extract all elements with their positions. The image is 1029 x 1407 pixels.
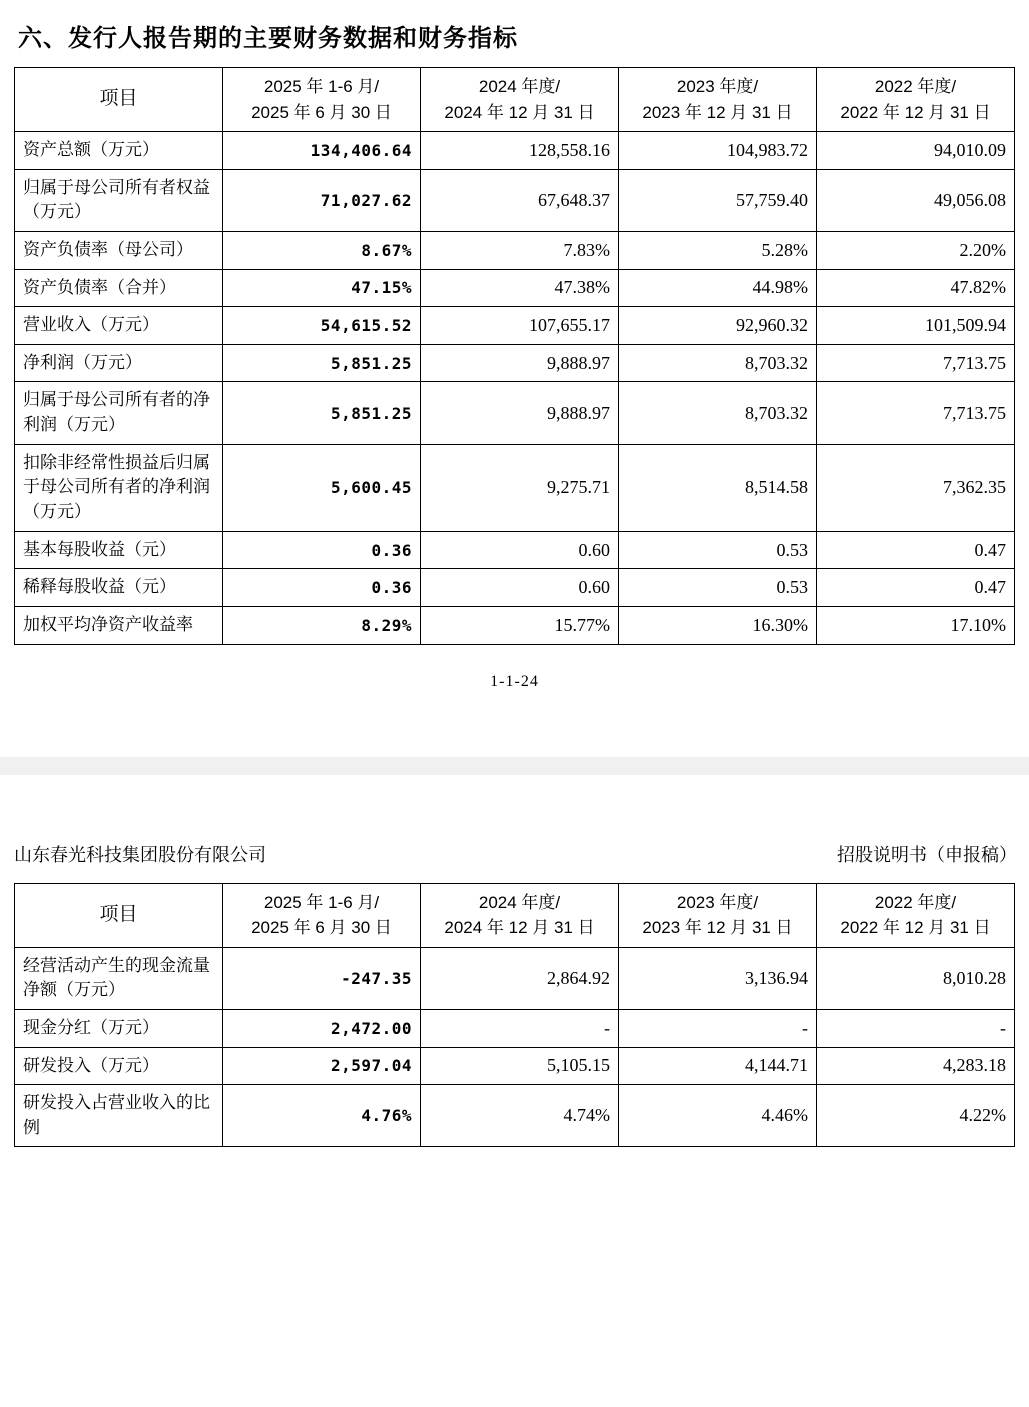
table-row: [15, 444, 1015, 531]
column-header-period-3: [619, 883, 817, 947]
table-row: [15, 169, 1015, 231]
table-row: [15, 606, 1015, 644]
row-value: 2,864.92: [421, 947, 619, 1009]
row-value: 17.10%: [817, 606, 1015, 644]
row-value: 7,362.35: [817, 444, 1015, 531]
running-header-doc-type: 招股说明书（申报稿）: [837, 844, 1017, 865]
column-header-line-1: 2023 年度/: [676, 892, 759, 912]
column-header-period-4: [817, 68, 1015, 132]
column-header-line-2: 2022 年 12 月 31 日: [840, 102, 991, 122]
page-spacer-top: [0, 691, 1029, 757]
table-row: [15, 382, 1015, 444]
column-header-line-2: 2025 年 6 月 30 日: [251, 918, 392, 938]
row-value: 16.30%: [619, 606, 817, 644]
column-header-period-2: [421, 883, 619, 947]
row-label: 资产总额（万元）: [15, 132, 223, 170]
row-value: 8,703.32: [619, 382, 817, 444]
table-row: [15, 1009, 1015, 1047]
row-value: 8.67%: [223, 231, 421, 269]
cashflow-rd-table: [14, 883, 1015, 1148]
row-label: 归属于母公司所有者的净利润（万元）: [15, 382, 223, 444]
row-value: 4.74%: [421, 1085, 619, 1147]
row-value: 5.28%: [619, 231, 817, 269]
table-row: [15, 947, 1015, 1009]
column-header-line-2: 2024 年 12 月 31 日: [444, 918, 595, 938]
table-row: [15, 1085, 1015, 1147]
row-value: 0.47: [817, 531, 1015, 569]
row-value: 9,275.71: [421, 444, 619, 531]
row-value: 4.22%: [817, 1085, 1015, 1147]
column-header-line-1: 2024 年度/: [478, 77, 561, 96]
row-value: 5,851.25: [223, 382, 421, 444]
table-row: [15, 307, 1015, 345]
financial-summary-table: [14, 67, 1015, 645]
running-header-company: 山东春光科技集团股份有限公司: [14, 844, 266, 865]
column-header-item: 项目: [15, 68, 223, 132]
row-value: 94,010.09: [817, 132, 1015, 170]
row-value: 104,983.72: [619, 132, 817, 170]
table-row: [15, 531, 1015, 569]
row-value: 47.82%: [817, 269, 1015, 307]
table-header: [15, 883, 1015, 947]
row-value: 4,283.18: [817, 1047, 1015, 1085]
row-value: 5,600.45: [223, 444, 421, 531]
column-header-line-1: 2022 年度/: [874, 892, 957, 912]
row-label: 资产负债率（母公司）: [15, 231, 223, 269]
row-value: 0.53: [619, 531, 817, 569]
row-value: 2,472.00: [223, 1009, 421, 1047]
table-row: [15, 231, 1015, 269]
row-value: 67,648.37: [421, 169, 619, 231]
row-value: 9,888.97: [421, 344, 619, 382]
row-label: 现金分红（万元）: [15, 1009, 223, 1047]
row-value: 4.76%: [223, 1085, 421, 1147]
row-value: 7.83%: [421, 231, 619, 269]
row-label: 营业收入（万元）: [15, 307, 223, 345]
row-value: 0.36: [223, 569, 421, 607]
column-header-period-1: [223, 883, 421, 947]
column-header-item: 项目: [15, 883, 223, 947]
row-value: -: [817, 1009, 1015, 1047]
row-value: 57,759.40: [619, 169, 817, 231]
column-header-line-1: 2023 年度/: [676, 77, 759, 96]
row-value: 8,703.32: [619, 344, 817, 382]
row-value: 0.36: [223, 531, 421, 569]
row-value: 8,010.28: [817, 947, 1015, 1009]
row-value: 2.20%: [817, 231, 1015, 269]
row-value: 5,105.15: [421, 1047, 619, 1085]
row-value: 7,713.75: [817, 382, 1015, 444]
column-header-period-4: [817, 883, 1015, 947]
row-value: 9,888.97: [421, 382, 619, 444]
table-header-row: [15, 883, 1015, 947]
column-header-line-2: 2023 年 12 月 31 日: [642, 102, 793, 122]
column-header-line-2: 2025 年 6 月 30 日: [251, 102, 392, 122]
row-value: 8.29%: [223, 606, 421, 644]
row-value: 92,960.32: [619, 307, 817, 345]
row-label: 稀释每股收益（元）: [15, 569, 223, 607]
column-header-line-2: 2024 年 12 月 31 日: [444, 102, 595, 122]
column-header-period-3: [619, 68, 817, 132]
table-row: [15, 132, 1015, 170]
page-break-divider: [0, 757, 1029, 775]
row-value: 44.98%: [619, 269, 817, 307]
table-row: [15, 269, 1015, 307]
row-value: 71,027.62: [223, 169, 421, 231]
row-value: 101,509.94: [817, 307, 1015, 345]
row-value: 0.47: [817, 569, 1015, 607]
row-label: 基本每股收益（元）: [15, 531, 223, 569]
column-header-line-1: 2024 年度/: [478, 892, 561, 912]
row-value: 49,056.08: [817, 169, 1015, 231]
page-spacer-bottom: [0, 775, 1029, 841]
row-value: 0.60: [421, 569, 619, 607]
row-label: 资产负债率（合并）: [15, 269, 223, 307]
row-value: -: [619, 1009, 817, 1047]
section-heading: 六、发行人报告期的主要财务数据和财务指标: [18, 25, 518, 52]
row-value: 134,406.64: [223, 132, 421, 170]
row-value: 54,615.52: [223, 307, 421, 345]
row-value: 128,558.16: [421, 132, 619, 170]
row-value: 7,713.75: [817, 344, 1015, 382]
column-header-period-1: [223, 68, 421, 132]
row-value: 4.46%: [619, 1085, 817, 1147]
column-header-line-1: 2025 年 1-6 月/: [263, 77, 380, 96]
row-value: 4,144.71: [619, 1047, 817, 1085]
table-row: [15, 344, 1015, 382]
row-label: 加权平均净资产收益率: [15, 606, 223, 644]
row-value: 5,851.25: [223, 344, 421, 382]
row-value: 0.53: [619, 569, 817, 607]
row-value: -: [421, 1009, 619, 1047]
row-label: 归属于母公司所有者权益（万元）: [15, 169, 223, 231]
row-label: 净利润（万元）: [15, 344, 223, 382]
column-header-line-1: 2025 年 1-6 月/: [263, 892, 380, 912]
row-label: 研发投入占营业收入的比例: [15, 1085, 223, 1147]
row-value: 107,655.17: [421, 307, 619, 345]
row-value: 2,597.04: [223, 1047, 421, 1085]
row-value: 15.77%: [421, 606, 619, 644]
row-value: -247.35: [223, 947, 421, 1009]
running-header: [0, 841, 1029, 867]
column-header-line-2: 2022 年 12 月 31 日: [840, 918, 991, 938]
row-value: 47.15%: [223, 269, 421, 307]
row-label: 研发投入（万元）: [15, 1047, 223, 1085]
column-header-line-1: 2022 年度/: [874, 77, 957, 96]
row-value: 0.60: [421, 531, 619, 569]
column-header-line-2: 2023 年 12 月 31 日: [642, 918, 793, 938]
table-row: [15, 569, 1015, 607]
page-number: 1-1-24: [490, 672, 539, 690]
row-value: 3,136.94: [619, 947, 817, 1009]
row-label: 经营活动产生的现金流量净额（万元）: [15, 947, 223, 1009]
column-header-period-2: [421, 68, 619, 132]
table-header: [15, 68, 1015, 132]
row-value: 8,514.58: [619, 444, 817, 531]
row-label: 扣除非经常性损益后归属于母公司所有者的净利润（万元）: [15, 444, 223, 531]
table-row: [15, 1047, 1015, 1085]
table-header-row: [15, 68, 1015, 132]
row-value: 47.38%: [421, 269, 619, 307]
